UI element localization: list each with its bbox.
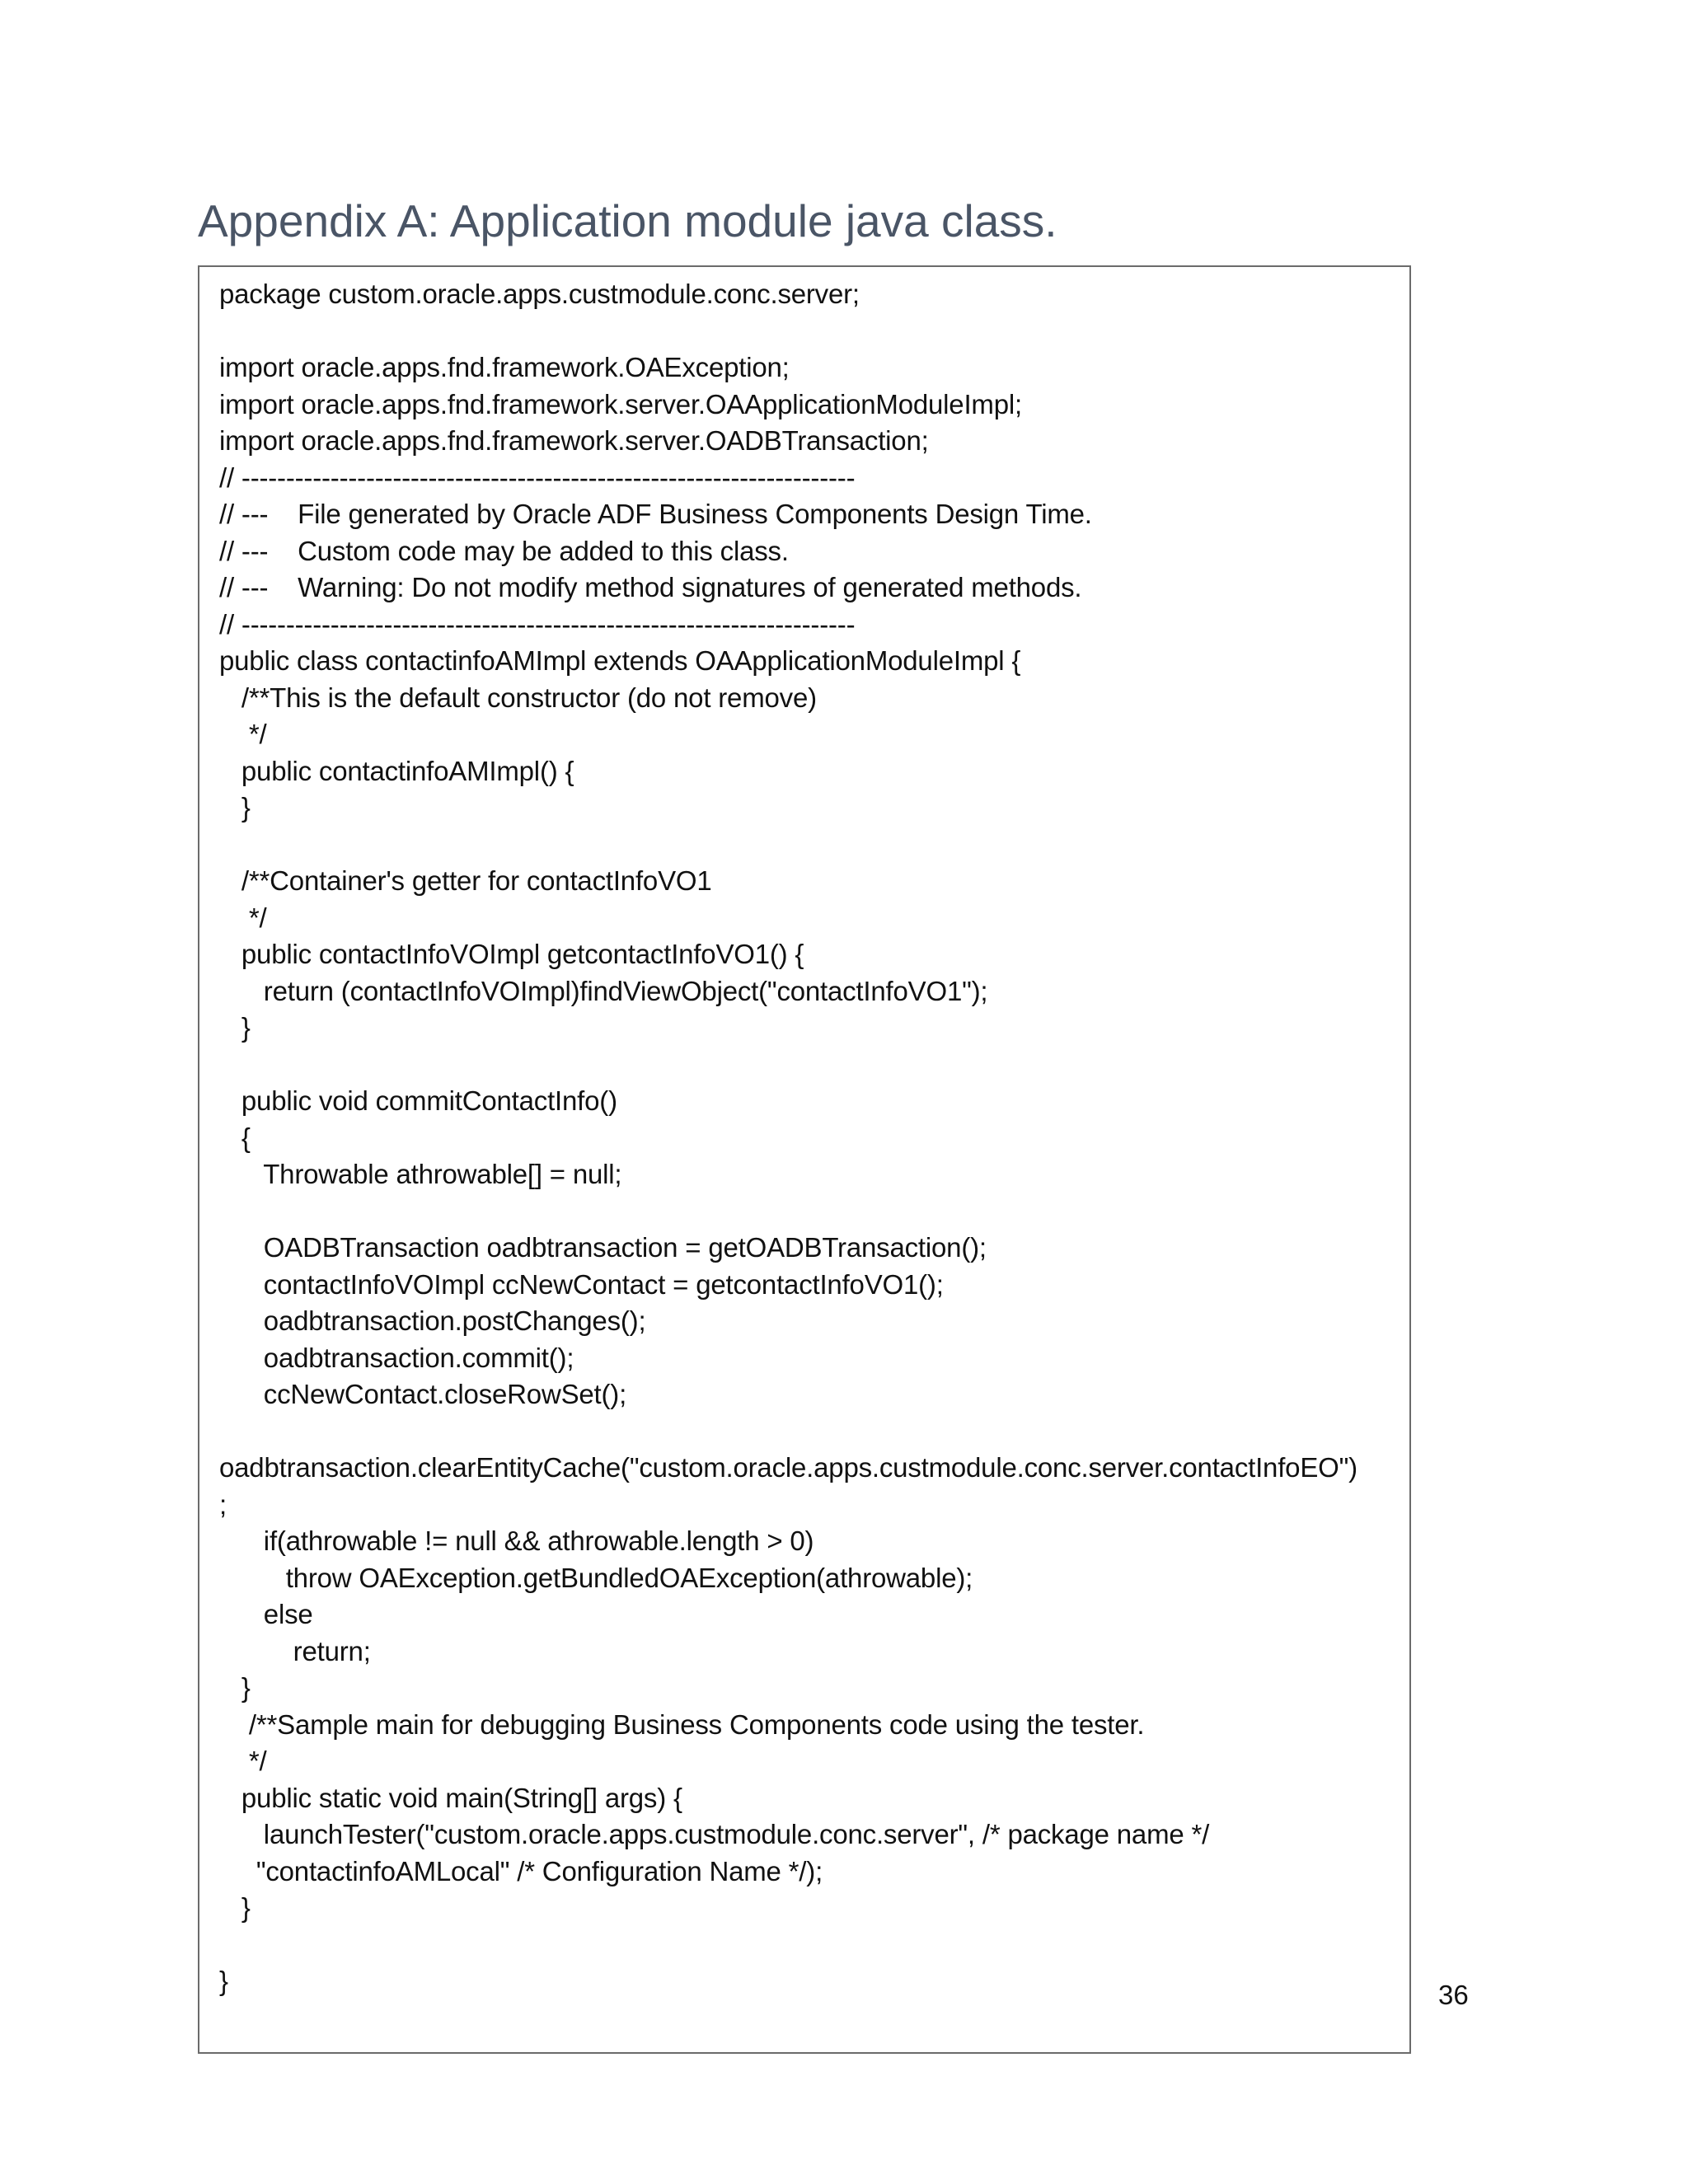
code-line: public contactInfoVOImpl getcontactInfoVO1() { bbox=[219, 939, 804, 969]
code-line: } bbox=[219, 1012, 251, 1043]
code-line: */ bbox=[219, 902, 267, 933]
code-line: { bbox=[219, 1122, 251, 1153]
code-line bbox=[219, 1047, 1406, 1084]
code-line: // --- File generated by Oracle ADF Business Components Design Time. bbox=[219, 499, 1092, 529]
code-listing-box bbox=[198, 265, 1411, 2054]
code-line: if(athrowable != null && athrowable.length > 0) bbox=[219, 1526, 814, 1556]
code-line: ccNewContact.closeRowSet(); bbox=[219, 1379, 627, 1409]
code-line: return (contactInfoVOImpl)findViewObject("contactInfoVO1"); bbox=[219, 975, 988, 1006]
code-line: "contactinfoAMLocal" /* Configuration Name */); bbox=[219, 1855, 823, 1886]
code-line: public contactinfoAMImpl() { bbox=[219, 755, 574, 786]
code-line bbox=[219, 1193, 1406, 1230]
code-line: oadbtransaction.clearEntityCache("custom.oracle.apps.custmodule.conc.server.contactInfoEO") bbox=[219, 1452, 1357, 1483]
code-line: import oracle.apps.fnd.framework.server.OADBTransaction; bbox=[219, 425, 929, 456]
code-line bbox=[219, 1927, 1406, 1964]
code-line: else bbox=[219, 1599, 313, 1629]
code-line: ; bbox=[219, 1488, 227, 1520]
code-line: */ bbox=[219, 719, 267, 749]
code-line: } bbox=[219, 792, 251, 823]
code-line: import oracle.apps.fnd.framework.server.OAApplicationModuleImpl; bbox=[219, 388, 1022, 419]
code-line: public void commitContactInfo() bbox=[219, 1085, 617, 1116]
code-line: /**Sample main for debugging Business Components code using the tester. bbox=[219, 1708, 1145, 1740]
code-line: // --------------------------------------------------------------------- bbox=[219, 608, 856, 640]
code-line: public static void main(String[] args) { bbox=[219, 1782, 682, 1813]
code-line: } bbox=[219, 1966, 228, 1996]
code-line: /**Container's getter for contactInfoVO1 bbox=[219, 865, 712, 896]
code-line: */ bbox=[219, 1746, 267, 1776]
code-line: OADBTransaction oadbtransaction = getOADBTransaction(); bbox=[219, 1232, 987, 1263]
code-line bbox=[219, 827, 1406, 864]
code-line: import oracle.apps.fnd.framework.OAException; bbox=[219, 352, 790, 382]
appendix-heading: Appendix A: Application module java class. bbox=[198, 195, 1057, 246]
code-line: Throwable athrowable[] = null; bbox=[219, 1159, 622, 1189]
code-line: oadbtransaction.commit(); bbox=[219, 1342, 574, 1373]
code-line: // --- Warning: Do not modify method signatures of generated methods. bbox=[219, 572, 1082, 602]
code-line: throw OAException.getBundledOAException(athrowable); bbox=[219, 1562, 973, 1593]
code-line: } bbox=[219, 1672, 251, 1703]
code-line: contactInfoVOImpl ccNewContact = getcontactInfoVO1(); bbox=[219, 1268, 944, 1300]
code-line: } bbox=[219, 1892, 251, 1923]
code-line: // --- Custom code may be added to this class. bbox=[219, 535, 789, 566]
code-line: return; bbox=[219, 1635, 371, 1666]
code-line: launchTester("custom.oracle.apps.custmodule.conc.server", /* package name */ bbox=[219, 1819, 1210, 1849]
code-line: // --------------------------------------------------------------------- bbox=[219, 462, 856, 493]
code-line: /**This is the default constructor (do not remove) bbox=[219, 682, 817, 713]
code-listing bbox=[219, 276, 1406, 2000]
code-line bbox=[219, 313, 1406, 350]
code-line: public class contactinfoAMImpl extends OAApplicationModuleImpl { bbox=[219, 645, 1021, 676]
code-line: package custom.oracle.apps.custmodule.conc.server; bbox=[219, 279, 860, 309]
code-line bbox=[219, 1413, 1406, 1451]
code-line: oadbtransaction.postChanges(); bbox=[219, 1305, 646, 1336]
page-number: 36 bbox=[1438, 1980, 1469, 2010]
